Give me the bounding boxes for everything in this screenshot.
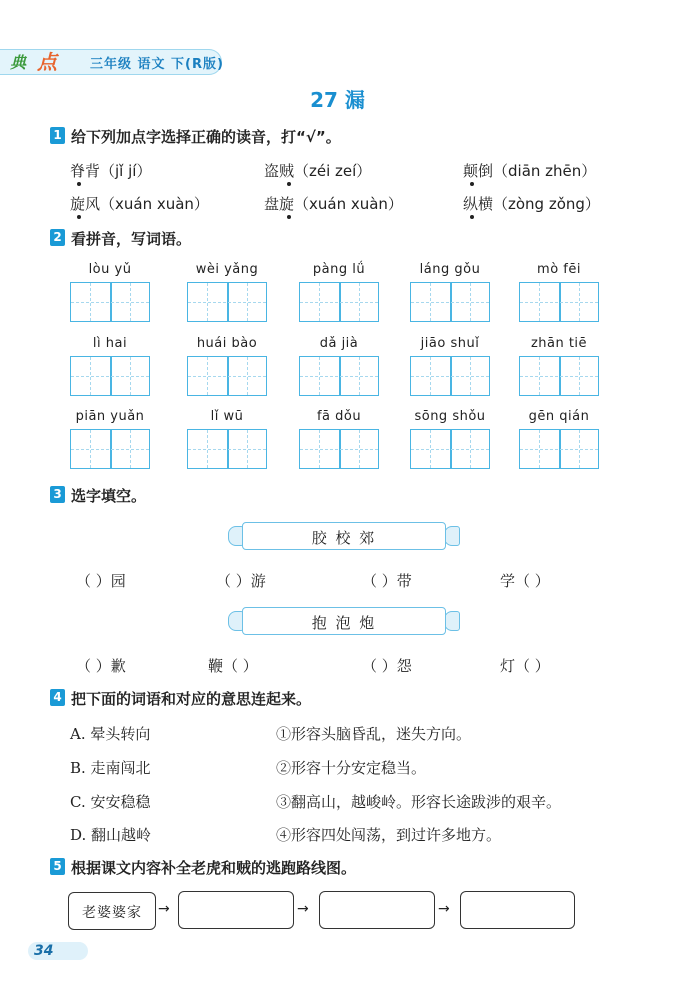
writing-grid[interactable]: [70, 282, 150, 322]
writing-grid[interactable]: [410, 356, 490, 396]
pinyin-label: lì hai: [92, 336, 128, 351]
question-5-text: 根据课文内容补全老虎和贼的逃跑路线图。: [71, 859, 357, 877]
banner-decoration: [444, 611, 460, 631]
q3-blank-8[interactable]: 灯（ ）: [500, 657, 550, 675]
writing-grid[interactable]: [410, 282, 490, 322]
pinyin-label: sōng shǒu: [414, 409, 486, 424]
question-1-text: 给下列加点字选择正确的读音，打“√”。: [71, 128, 341, 146]
writing-grid[interactable]: [187, 429, 267, 469]
emphasis-dot: [470, 215, 474, 219]
writing-grid[interactable]: [187, 282, 267, 322]
pinyin-label: mò fēi: [537, 262, 581, 277]
pinyin-label: huái bào: [196, 336, 258, 351]
question-4-text: 把下面的词语和对应的意思连起来。: [71, 690, 312, 708]
route-box-2[interactable]: [319, 891, 435, 929]
q3-blank-4[interactable]: 学（ ）: [500, 572, 550, 590]
route-box-3[interactable]: [460, 891, 575, 929]
q4-term-d[interactable]: D. 翻山越岭: [70, 826, 152, 844]
question-3-text: 选字填空。: [71, 487, 147, 505]
question-number-5: 5: [50, 858, 65, 875]
pinyin-label: gēn qián: [528, 409, 590, 424]
writing-grid[interactable]: [70, 356, 150, 396]
route-start-label: 老婆婆家: [82, 905, 142, 921]
page-number: 34: [34, 943, 54, 959]
writing-grid[interactable]: [70, 429, 150, 469]
emphasis-dot: [77, 215, 81, 219]
q3-blank-2[interactable]: （ ）游: [216, 572, 266, 590]
emphasis-dot: [287, 182, 291, 186]
q3-blank-3[interactable]: （ ）带: [362, 572, 412, 590]
char-choice-banner-1: [228, 522, 460, 550]
q1-item-4[interactable]: 旋风（xuán xuàn）: [70, 195, 209, 213]
logo-char-b: 点: [37, 50, 57, 74]
q1-item-5[interactable]: 盘旋（xuán xuàn）: [264, 195, 403, 213]
q3-blank-1[interactable]: （ ）园: [76, 572, 126, 590]
writing-grid[interactable]: [187, 356, 267, 396]
pinyin-label: wèi yǎng: [195, 262, 259, 277]
q4-meaning-1[interactable]: ①形容头脑昏乱，迷失方向。: [276, 725, 472, 743]
pinyin-label: láng gǒu: [419, 262, 481, 277]
lesson-title: 27 漏: [310, 88, 365, 112]
q4-meaning-2[interactable]: ②形容十分安定稳当。: [276, 759, 427, 777]
q4-term-a[interactable]: A. 晕头转向: [70, 725, 151, 743]
pinyin-label: zhān tiē: [530, 336, 588, 351]
writing-grid[interactable]: [410, 429, 490, 469]
route-arrow-3: →: [438, 901, 450, 917]
route-start-box: [68, 892, 156, 930]
char-choices-2: 抱 泡 炮: [311, 614, 377, 632]
q3-blank-5[interactable]: （ ）歉: [76, 657, 126, 675]
q1-item-6[interactable]: 纵横（zòng zǒng）: [463, 195, 600, 213]
pinyin-label: lǐ wū: [210, 409, 244, 424]
book-label: 三年级 语文 下(R版): [90, 57, 224, 72]
question-number-1: 1: [50, 127, 65, 144]
writing-grid[interactable]: [519, 356, 599, 396]
q1-item-1[interactable]: 脊背（jǐ jí）: [70, 162, 152, 180]
route-box-1[interactable]: [178, 891, 294, 929]
q3-blank-6[interactable]: 鞭（ ）: [208, 657, 258, 675]
writing-grid[interactable]: [299, 282, 379, 322]
emphasis-dot: [77, 182, 81, 186]
q4-term-b[interactable]: B. 走南闯北: [70, 759, 151, 777]
writing-grid[interactable]: [519, 282, 599, 322]
pinyin-label: lòu yǔ: [88, 262, 132, 277]
logo-char-a: 典: [10, 53, 27, 72]
writing-grid[interactable]: [519, 429, 599, 469]
route-arrow-2: →: [297, 901, 309, 917]
route-arrow-1: →: [158, 901, 170, 917]
writing-grid[interactable]: [299, 356, 379, 396]
char-choice-banner-2: [228, 607, 460, 635]
question-number-2: 2: [50, 229, 65, 246]
pinyin-label: dǎ jià: [319, 336, 359, 351]
writing-grid[interactable]: [299, 429, 379, 469]
pinyin-label: pàng lǘ: [312, 262, 366, 277]
q3-blank-7[interactable]: （ ）怨: [362, 657, 412, 675]
banner-decoration: [444, 526, 460, 546]
pinyin-label: jiāo shuǐ: [420, 336, 480, 351]
question-number-4: 4: [50, 689, 65, 706]
emphasis-dot: [470, 182, 474, 186]
q4-meaning-4[interactable]: ④形容四处闯荡，到过许多地方。: [276, 826, 502, 844]
emphasis-dot: [287, 215, 291, 219]
q4-term-c[interactable]: C. 安安稳稳: [70, 793, 151, 811]
q4-meaning-3[interactable]: ③翻高山，越峻岭。形容长途跋涉的艰辛。: [276, 793, 562, 811]
q1-item-2[interactable]: 盗贼（zéi zeí）: [264, 162, 372, 180]
question-number-3: 3: [50, 486, 65, 503]
char-choices-1: 胶 校 郊: [311, 529, 377, 547]
pinyin-label: fā dǒu: [316, 409, 362, 424]
q1-item-3[interactable]: 颠倒（diān zhēn）: [463, 162, 597, 180]
question-2-text: 看拼音，写词语。: [71, 230, 192, 248]
pinyin-label: piān yuǎn: [75, 409, 145, 424]
